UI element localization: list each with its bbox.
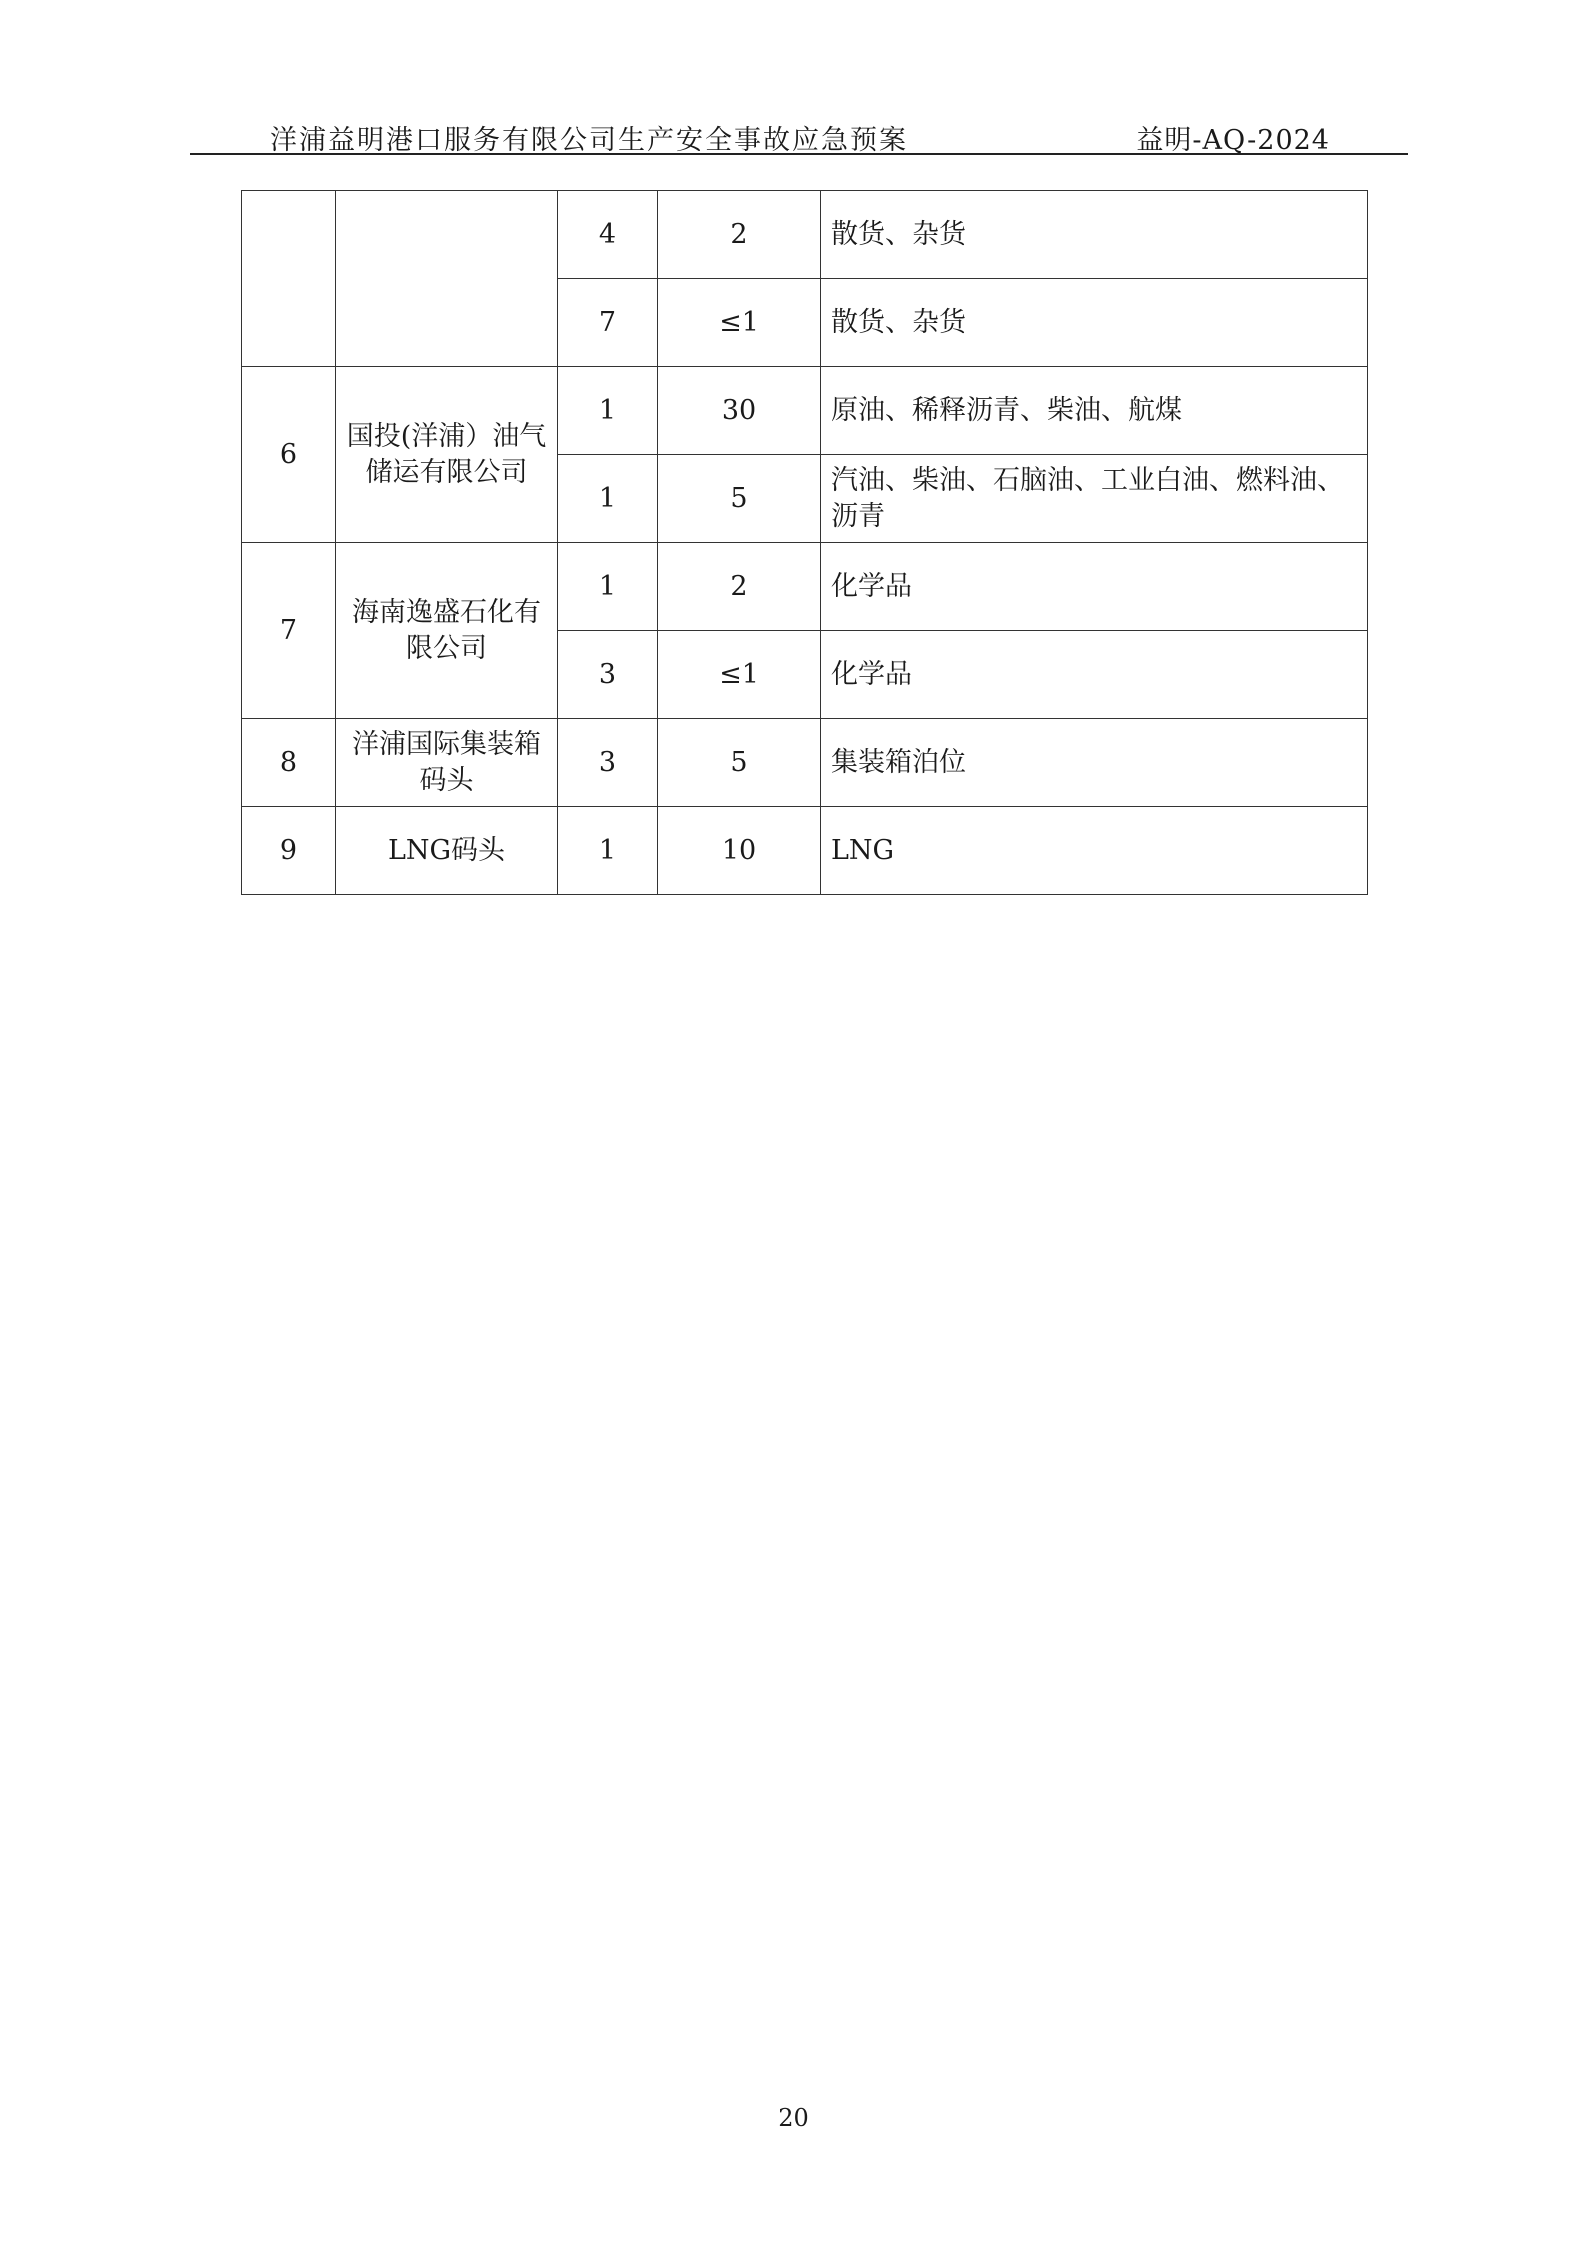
cell-count: 1 xyxy=(558,367,658,455)
cell-no: 6 xyxy=(242,367,336,543)
table-row xyxy=(242,367,1368,455)
cell-tonnage: 5 xyxy=(658,719,821,807)
cell-cargo: LNG xyxy=(821,807,1368,895)
table-row xyxy=(242,719,1368,807)
cell-count: 1 xyxy=(558,543,658,631)
table-row xyxy=(242,543,1368,631)
cell-cargo: 化学品 xyxy=(821,631,1368,719)
page-number: 20 xyxy=(778,2104,809,2132)
cell-tonnage: 2 xyxy=(658,191,821,279)
cell-cargo: 汽油、柴油、石脑油、工业白油、燃料油、沥青 xyxy=(821,455,1368,543)
cell-count: 7 xyxy=(558,279,658,367)
document-title: 洋浦益明港口服务有限公司生产安全事故应急预案 xyxy=(270,125,908,156)
cell-no xyxy=(242,191,336,367)
page-header xyxy=(190,112,1410,156)
berth-table xyxy=(241,190,1368,895)
cell-no: 7 xyxy=(242,543,336,719)
cell-tonnage: 2 xyxy=(658,543,821,631)
cell-count: 4 xyxy=(558,191,658,279)
cell-tonnage: 5 xyxy=(658,455,821,543)
cell-no: 9 xyxy=(242,807,336,895)
cell-cargo: 化学品 xyxy=(821,543,1368,631)
cell-company: LNG码头 xyxy=(336,807,558,895)
cell-tonnage: ≤1 xyxy=(658,279,821,367)
cell-cargo: 集装箱泊位 xyxy=(821,719,1368,807)
cell-cargo: 散货、杂货 xyxy=(821,191,1368,279)
cell-company: 洋浦国际集装箱码头 xyxy=(336,719,558,807)
cell-tonnage: 10 xyxy=(658,807,821,895)
cell-cargo: 原油、稀释沥青、柴油、航煤 xyxy=(821,367,1368,455)
document-code: 益明-AQ-2024 xyxy=(1136,125,1330,156)
cell-count: 3 xyxy=(558,631,658,719)
cell-cargo: 散货、杂货 xyxy=(821,279,1368,367)
table-row xyxy=(242,807,1368,895)
cell-company: 海南逸盛石化有限公司 xyxy=(336,543,558,719)
table-row xyxy=(242,191,1368,279)
header-divider xyxy=(190,153,1408,155)
cell-no: 8 xyxy=(242,719,336,807)
cell-count: 1 xyxy=(558,807,658,895)
cell-company: 国投(洋浦）油气储运有限公司 xyxy=(336,367,558,543)
cell-tonnage: 30 xyxy=(658,367,821,455)
cell-company xyxy=(336,191,558,367)
cell-count: 3 xyxy=(558,719,658,807)
cell-tonnage: ≤1 xyxy=(658,631,821,719)
cell-count: 1 xyxy=(558,455,658,543)
